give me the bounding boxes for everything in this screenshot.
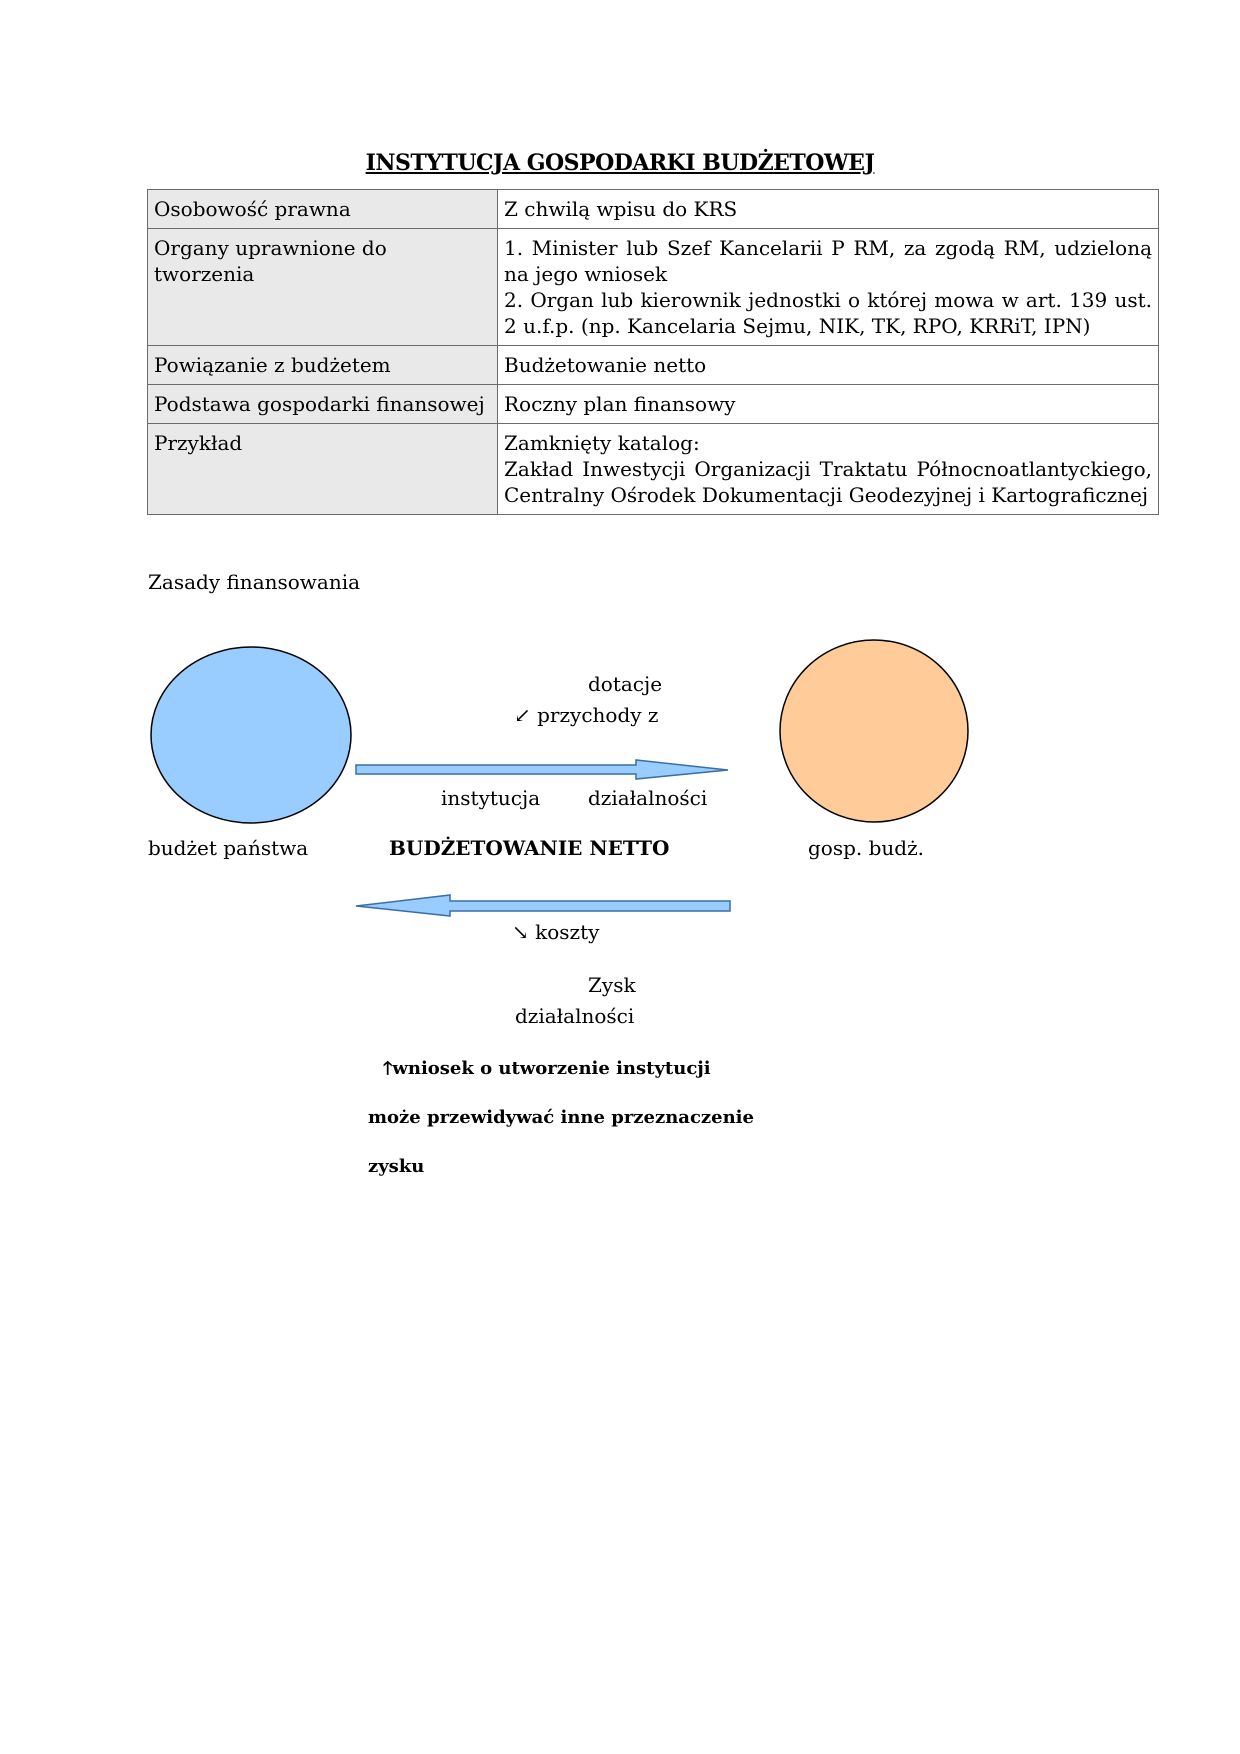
value-line: Z chwilą wpisu do KRS: [504, 197, 738, 221]
left-circle: [151, 647, 351, 823]
value-line: Zakład Inwestycji Organizacji Traktatu Północnoatlantyckiego, Centralny Ośrodek Dokumentacji Geodezyjnej i Kartograficznej: [504, 457, 1152, 507]
row-label: Osobowość prawna: [148, 190, 498, 229]
row-label: Przykład: [148, 424, 498, 515]
row-label: Powiązanie z budżetem: [148, 346, 498, 385]
value-line: Zamknięty katalog:: [504, 431, 700, 455]
koszty-label: ↘ koszty: [512, 920, 600, 944]
przychody-label: ↙ przychody z: [514, 703, 659, 727]
row-label: Organy uprawnione do tworzenia: [148, 229, 498, 346]
note-line-1: 🡑wniosek o utworzenie instytucji: [383, 1058, 711, 1079]
zysk-label: Zysk: [588, 973, 636, 997]
arrow-right: [356, 760, 728, 779]
section-title: Zasady finansowania: [148, 570, 361, 594]
dzialalnosci-label: działalności: [588, 786, 708, 810]
value-line: 2. Organ lub kierownik jednostki o której mowa w art. 139 ust. 2 u.f.p. (np. Kancelaria Sejmu, NIK, TK, RPO, KRRiT, IPN): [504, 288, 1152, 338]
arrow-left: [356, 895, 730, 916]
value-line: 1. Minister lub Szef Kancelarii P RM, za zgodą RM, udzieloną na jego wniosek: [504, 236, 1152, 286]
dotacje-label: dotacje: [588, 672, 663, 696]
document-title: INSTYTUCJA GOSPODARKI BUDŻETOWEJ: [365, 150, 875, 176]
value-line: Roczny plan finansowy: [504, 392, 736, 416]
row-label: Podstawa gospodarki finansowej: [148, 385, 498, 424]
left-circle-label: budżet państwa: [148, 836, 309, 860]
zysk-dzialalnosci-label: działalności: [515, 1004, 635, 1028]
instytucja-label: instytucja: [441, 786, 541, 810]
right-circle-label: gosp. budż.: [808, 836, 925, 860]
value-line: Budżetowanie netto: [504, 353, 707, 377]
center-label: BUDŻETOWANIE NETTO: [389, 836, 670, 860]
right-circle: [780, 640, 968, 822]
note-line-3: zysku: [368, 1156, 425, 1177]
note-line-2: może przewidywać inne przeznaczenie: [368, 1107, 754, 1128]
